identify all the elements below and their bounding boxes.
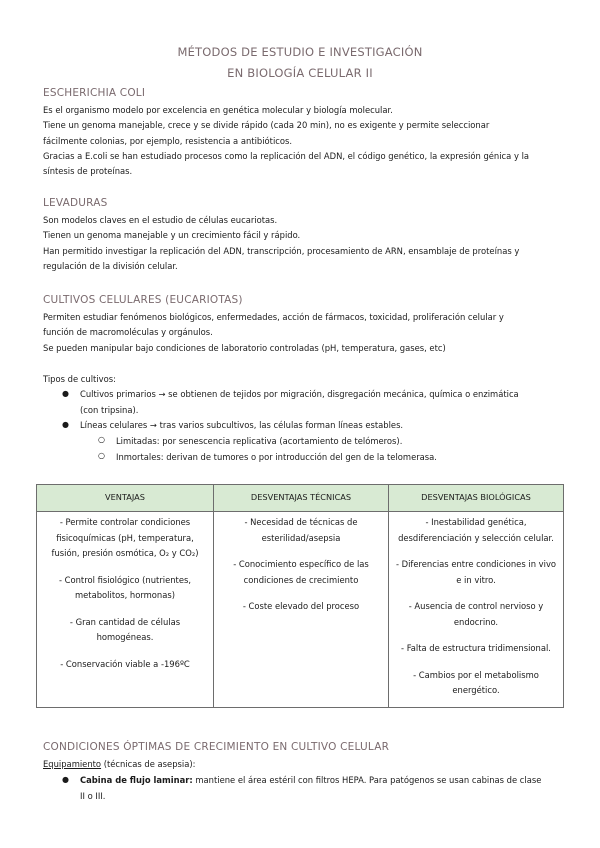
text-line: Tiene un genoma manejable, crece y se divide rápido (cada 20 min), no es exigente y permite seleccionar (43, 120, 490, 131)
text-line: Se pueden manipular bajo condiciones de laboratorio controladas (pH, temperatura, gases, etc) (43, 342, 446, 353)
list-item: - Control fisiológico (nutrientes, metabolitos, hormonas) (58, 574, 192, 600)
table-header-desventajas-biologicas: DESVENTAJAS BIOLÓGICAS (421, 492, 531, 502)
list-item: - Necesidad de técnicas de esterilidad/asepsia (244, 517, 358, 543)
bullet-dot-icon: ● (62, 389, 69, 398)
ventajas-desventajas-table (36, 484, 564, 708)
bullet-cultivos-primarios: Cultivos primarios → se obtienen de tejidos por migración, disgregación mecánica, química o enzimática (80, 389, 519, 399)
column-divider (213, 485, 214, 707)
cultivos-paragraph (43, 310, 563, 356)
circle-bullet-icon: ○ (98, 435, 105, 444)
bullet-cultivos-primarios-cont: (con tripsina). (80, 405, 139, 415)
levaduras-heading: LEVADURAS (43, 197, 108, 209)
column-divider (388, 485, 389, 707)
text-line: Es el organismo modelo por excelencia en genética molecular y biología molecular. (43, 105, 393, 115)
bullet-dot-icon: ● (62, 775, 69, 784)
bullet-dot-icon: ● (62, 420, 69, 429)
list-item: - Permite controlar condiciones fisicoquímicas (pH, temperatura, fusión, presión osmótica, O₂ y CO₂) (51, 517, 199, 558)
text-line: Han permitido investigar la replicación del ADN, transcripción, procesamiento de ARN, ensamblaje de proteínas y (43, 245, 520, 256)
condiciones-heading: CONDICIONES ÓPTIMAS DE CRECIMIENTO EN CULTIVO CELULAR (43, 741, 390, 753)
text-line: fácilmente colonias, por ejemplo, resistencia a antibióticos. (43, 135, 293, 146)
text-line: Son modelos claves en el estudio de células eucariotas. (43, 215, 278, 225)
text-line: Tienen un genoma manejable y un crecimiento fácil y rápido. (43, 230, 301, 241)
sub-bullet-inmortales: Inmortales: derivan de tumores o por introducción del gen de la telomerasa. (116, 452, 437, 462)
levaduras-paragraph (43, 213, 563, 274)
cultivos-heading: CULTIVOS CELULARES (EUCARIOTAS) (43, 294, 243, 306)
list-item: - Inestabilidad genética, desdiferenciación y selección celular. (398, 517, 554, 543)
text-line: síntesis de proteínas. (43, 166, 133, 177)
bullet-cabina-flujo-cont: II o III. (80, 791, 106, 801)
list-item: - Cambios por el metabolismo energético. (413, 669, 539, 695)
table-cell-desventajas-biologicas (390, 515, 562, 710)
ecoli-heading: ESCHERICHIA COLI (43, 87, 146, 99)
ecoli-paragraph (43, 103, 563, 179)
circle-bullet-icon: ○ (98, 451, 105, 460)
table-header-desventajas-tecnicas: DESVENTAJAS TÉCNICAS (250, 492, 352, 502)
text-line: Permiten estudiar fenómenos biológicos, enfermedades, acción de fármacos, toxicidad, proliferación celular y (43, 312, 504, 322)
list-item: - Diferencias entre condiciones in vivo e in vitro. (395, 559, 557, 585)
list-item: - Ausencia de control nervioso y endocrino. (408, 601, 544, 627)
list-item: - Conocimiento específico de las condiciones de crecimiento (233, 559, 369, 585)
sub-bullet-limitadas: Limitadas: por senescencia replicativa (acortamiento de telómeros). (116, 436, 403, 446)
table-cell-ventajas (41, 515, 209, 683)
bullet-lineas-celulares: Líneas celulares → tras varios subcultivos, las células forman líneas estables. (80, 420, 404, 430)
page-title-line2: EN BIOLOGÍA CELULAR II (227, 66, 373, 80)
text-line: regulación de la división celular. (43, 260, 178, 271)
list-item: - Gran cantidad de células homogéneas. (69, 616, 181, 642)
text-line: Gracias a E.coli se han estudiado procesos como la replicación del ADN, el código genético, la expresión génica y la (43, 150, 530, 161)
list-item: - Falta de estructura tridimensional. (401, 643, 551, 653)
equipamiento-line: Equipamiento (técnicas de asepsia): (43, 759, 196, 769)
equipamiento-label: Equipamiento (43, 759, 102, 769)
table-cell-desventajas-tecnicas (216, 515, 386, 626)
list-item: - Conservación viable a -196ºC (60, 658, 190, 669)
list-item: - Coste elevado del proceso (242, 601, 360, 611)
text-line: función de macromoléculas y orgánulos. (43, 327, 213, 338)
tipos-label: Tipos de cultivos: (43, 374, 116, 384)
table-header-ventajas: VENTAJAS (105, 492, 145, 502)
page-title-line1: MÉTODOS DE ESTUDIO E INVESTIGACIÓN (177, 45, 423, 59)
bullet-cabina-flujo: Cabina de flujo laminar: mantiene el área estéril con filtros HEPA. Para patógenos se usan cabinas de clase (80, 775, 542, 785)
